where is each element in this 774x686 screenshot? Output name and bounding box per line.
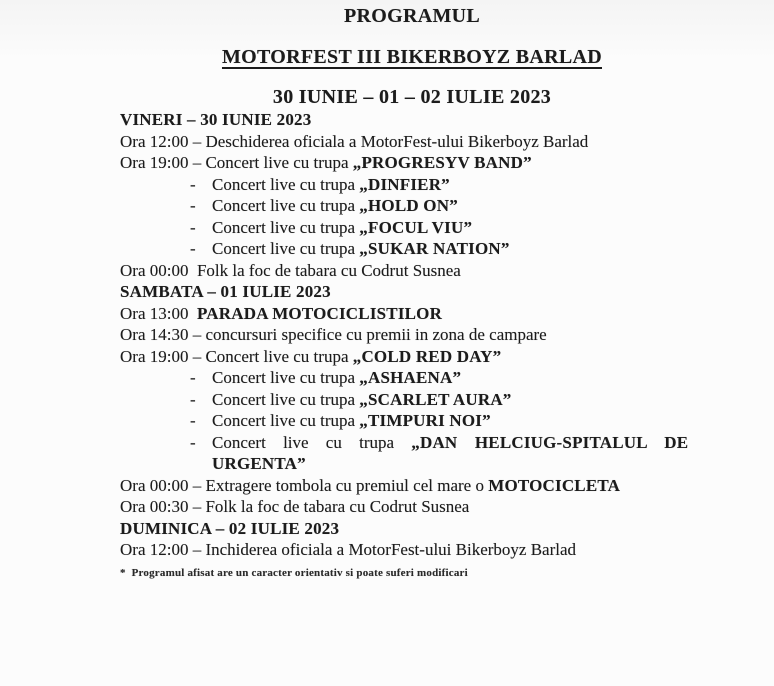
schedule-line [120,260,734,282]
schedule-line [120,324,734,346]
band-name: „DAN HELCIUG-SPITALUL DE [411,432,689,452]
band-name: „COLD RED DAY” [352,346,502,366]
schedule-line [120,303,734,325]
band-name-continued: URGENTA” [212,454,306,473]
footnote: * Programul afisat are un caracter orientativ si poate suferi modificari [120,566,468,579]
schedule-line [120,195,734,217]
band-name: „DINFIER” [359,174,450,194]
band-name: „TIMPURI NOI” [359,411,491,430]
event-text: Ora 19:00 – Concert live cu trupa [120,153,353,172]
event-text: Ora 12:00 – Inchiderea oficiala a MotorFest-ului Bikerboyz Barlad [120,540,577,559]
bullet-dash: - [190,174,196,194]
bullet-dash: - [190,411,196,430]
event-title: MOTORFEST III BIKERBOYZ BARLAD [221,46,602,68]
schedule-line [120,496,734,518]
schedule-line [120,346,734,368]
event-text-justified [212,433,688,452]
day-heading: DUMINICA – 02 IULIE 2023 [120,518,340,538]
event-text: Concert live cu trupa [212,432,412,452]
schedule-line [120,367,734,389]
event-highlight: PARADA MOTOCICLISTILOR [196,303,443,323]
bullet-dash: - [190,432,196,452]
date-range: 30 IUNIE – 01 – 02 IULIE 2023 [272,86,552,108]
event-text: Ora 13:00 [120,303,197,323]
event-text: Concert live cu trupa [212,174,360,194]
bullet-dash: - [190,239,196,258]
schedule-line [120,238,734,260]
bullet-dash: - [190,368,196,387]
event-text: Concert live cu trupa [212,217,360,237]
schedule-line [120,389,734,411]
band-name: „SUKAR NATION” [359,239,510,258]
event-text: Ora 00:30 – Folk la foc de tabara cu Codrut Susnea [120,497,470,516]
document-header [120,4,704,109]
band-name: „PROGRESYV BAND” [352,153,532,172]
event-text: Ora 12:00 – Deschiderea oficiala a MotorFest-ului Bikerboyz Barlad [120,131,589,151]
day-section-friday [120,109,734,281]
band-name: „HOLD ON” [359,196,458,215]
band-name: „SCARLET AURA” [359,389,512,409]
bullet-dash: - [190,196,196,215]
schedule-line [120,475,734,497]
bullet-dash: - [190,217,196,237]
event-text: Ora 19:00 – Concert live cu trupa [120,346,353,366]
event-text: Ora 00:00 Folk la foc de tabara cu Codrut Susnea [120,260,461,280]
event-text: Ora 14:30 – concursuri specifice cu premii in zona de campare [120,325,547,344]
day-heading: VINERI – 30 IUNIE 2023 [120,110,312,129]
event-highlight: MOTOCICLETA [488,475,621,495]
page-title: PROGRAMUL [343,5,481,27]
schedule-line [120,152,734,174]
band-name: „ASHAENA” [359,368,462,387]
event-text: Ora 00:00 – Extragere tombola cu premiul cel mare o [120,475,489,495]
day-heading: SAMBATA – 01 IULIE 2023 [120,282,331,301]
day-section-saturday [120,281,734,518]
event-text: Concert live cu trupa [212,389,360,409]
event-text: Concert live cu trupa [212,368,360,387]
schedule-line [120,174,734,196]
event-text: Concert live cu trupa [212,239,360,258]
day-section-sunday [120,518,734,561]
bullet-dash: - [190,389,196,409]
band-name: „FOCUL VIU” [359,217,473,237]
event-text: Concert live cu trupa [212,411,360,430]
schedule-line [120,410,734,432]
schedule-line [120,217,734,239]
event-text: Concert live cu trupa [212,196,360,215]
schedule-line [120,131,734,153]
schedule-line [120,539,734,561]
schedule-line [120,432,734,475]
